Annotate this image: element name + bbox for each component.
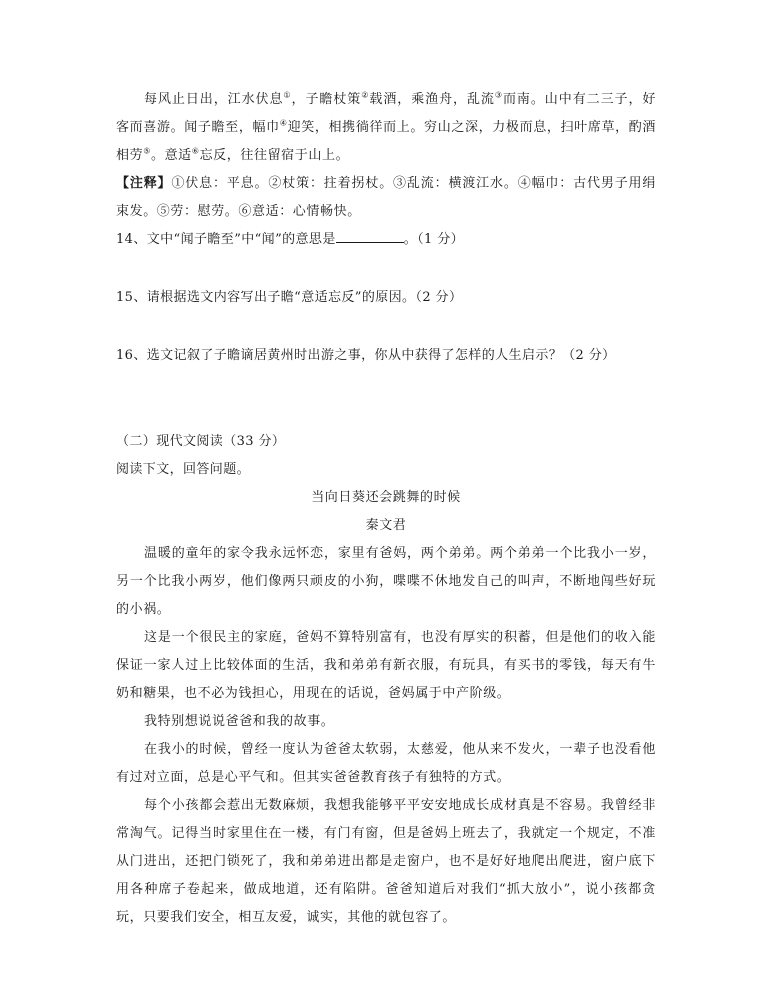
footnote-marker: ③: [494, 90, 503, 100]
answer-space: [116, 370, 656, 428]
footnote-marker: ⑤: [143, 146, 151, 156]
article-paragraph: 温暖的童年的家令我永远怀恋，家里有爸妈，两个弟弟。两个弟弟一个比我小一岁，另一个比我小两岁，他们像两只顽皮的小狗，喋喋不休地发自己的叫声，不断地闯些好玩的小祸。: [116, 546, 656, 617]
answer-space: [116, 254, 656, 284]
footnote-marker: ④: [279, 118, 288, 128]
classical-passage: 每风止日出，江水伏息①，子瞻杖策②载酒，乘渔舟，乱流③而南。山中有二三子，好客而喜游。闻子瞻至，幅巾④迎笑，相携徜徉而上。穷山之深，力极而息，扫叶席草，酌酒相劳⑤。意适⑥忘反，往往留宿于山上。: [116, 90, 657, 163]
reading-instruction: 阅读下文，回答问题。: [116, 462, 251, 477]
footnote-marker: ②: [361, 90, 370, 100]
article-paragraph: 每个小孩都会惹出无数麻烦，我想我能够平平安安地成长成材真是不容易。我曾经非常淘气。记得当时家里住在一楼，有门有窗，但是爸妈上班去了，我就定一个规定，不准从门进出，还把门锁死了，我和弟弟进出都是走窗户，也不是好好地爬出爬进，窗户底下用各种席子卷起来，做成地道，还有陷阱。爸爸知道后对我们“抓大放小”，说小孩都贪玩，只要我们安全，相互友爱，诚实，其他的就包容了。: [116, 798, 656, 925]
exam-page: [116, 86, 656, 932]
article-paragraph: 这是一个很民主的家庭，爸妈不算特别富有，也没有厚实的积蓄，但是他们的收入能保证一家人过上比较体面的生活，我和弟弟有新衣服，有玩具，有买书的零钱，每天有牛奶和糖果，也不必为钱担心，用现在的话说，爸妈属于中产阶级。: [116, 630, 656, 701]
footnote-marker: ⑥: [191, 146, 200, 156]
note-text: ①伏息：平息。②杖策：拄着拐杖。③乱流：横渡江水。④幅巾：古代男子用绢束发。⑤劳：慰劳。⑥意适：心情畅快。: [116, 176, 656, 219]
article-author: 秦文君: [365, 518, 407, 533]
article-paragraph: 在我小的时候，曾经一度认为爸爸太软弱，太慈爱，他从来不发火，一辈子也没看他有过对立面，总是心平气和。但其实爸爸教育孩子有独特的方式。: [116, 742, 656, 785]
article-title: 当向日葵还会跳舞的时候: [311, 490, 461, 505]
answer-blank[interactable]: [336, 228, 404, 243]
question-15: 15、请根据选文内容写出子瞻“意适忘反”的原因。（2 分）: [116, 290, 463, 305]
question-16: 16、选文记叙了子瞻谪居黄州时出游之事，你从中获得了怎样的人生启示？（2 分）: [116, 348, 616, 363]
answer-space: [116, 312, 656, 342]
note-label: 【注释】: [116, 176, 172, 191]
question-14: 14、文中“闻子瞻至”中“闻”的意思是 。（1 分）: [116, 226, 656, 254]
annotation-notes: [116, 170, 656, 226]
section-title: （二）现代文阅读（33 分）: [116, 434, 286, 449]
article-paragraph: 我特别想说说爸爸和我的故事。: [144, 714, 335, 729]
footnote-marker: ①: [283, 90, 292, 100]
